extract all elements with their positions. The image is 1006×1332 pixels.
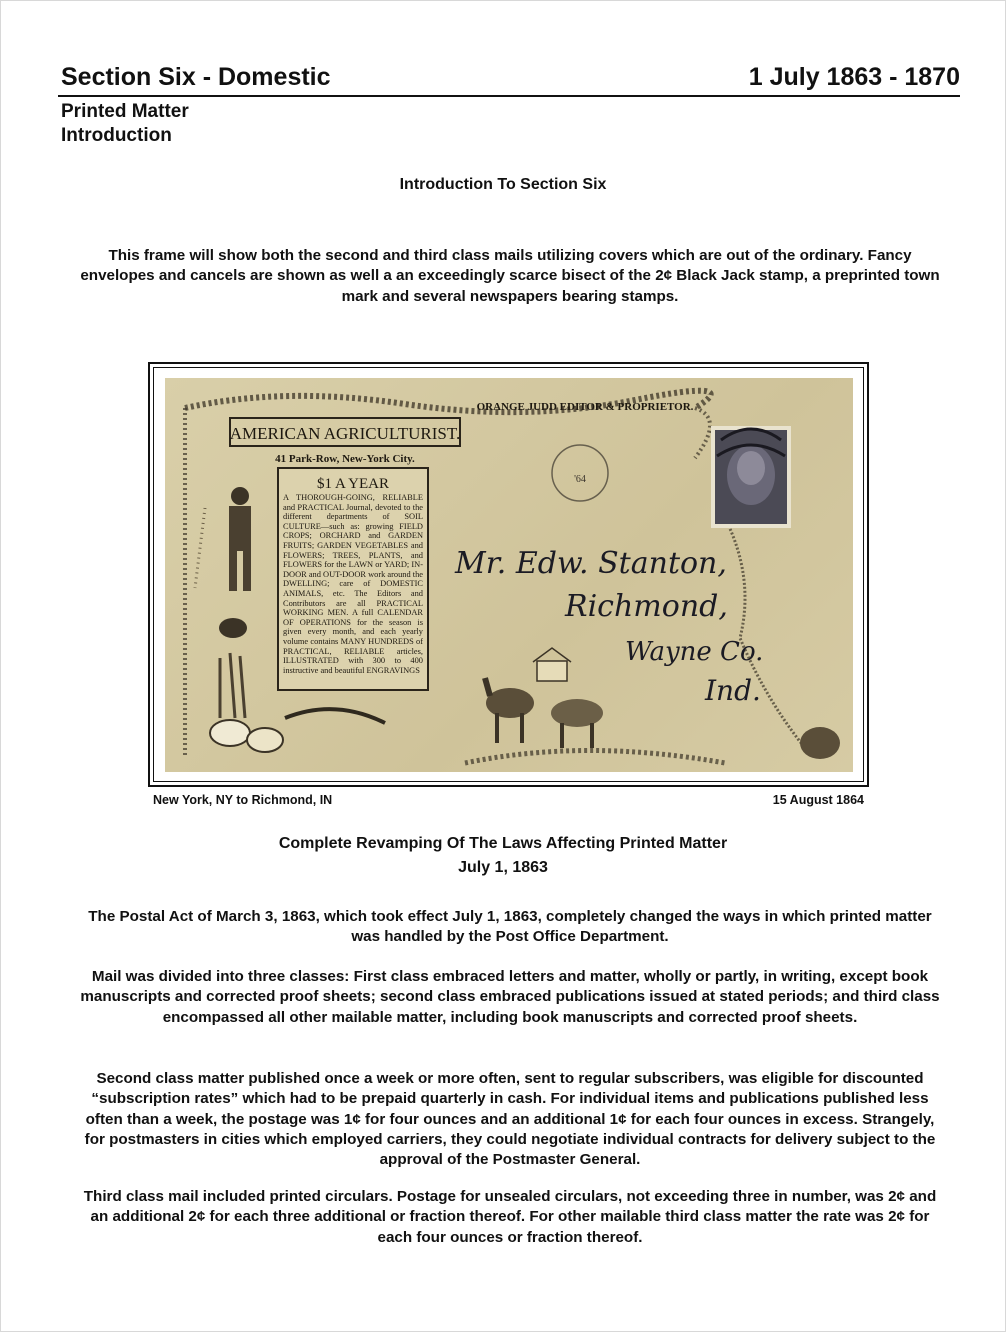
addressee-state: Ind. xyxy=(705,674,761,707)
cover-address-line: 41 Park-Row, New-York City. xyxy=(275,453,415,465)
laws-heading: Complete Revamping Of The Laws Affecting Printed Matter xyxy=(278,835,728,852)
header-rule xyxy=(58,95,960,97)
laws-heading-date: July 1, 1863 xyxy=(458,859,548,876)
subtitle-printed-matter: Printed Matter xyxy=(61,101,189,122)
laws-paragraph-2: Mail was divided into three classes: First class embraced letters and matter, wholly or partly, in writing, except book manuscripts and corrected proof sheets; second class embraced publications issued at stated periods; and third class encompassed all other mailable matter, including book manuscripts and corrected proof sheets. xyxy=(80,968,940,1026)
postmark-year: '64 xyxy=(574,474,586,485)
date-range: 1 July 1863 - 1870 xyxy=(748,63,960,91)
cover-publisher: ORANGE JUDD EDITOR & PROPRIETOR. xyxy=(476,401,694,413)
intro-paragraph: This frame will show both the second and third class mails utilizing covers which are out of the ordinary. Fancy envelopes and cancels are shown as well a an exceedingly scarce bisect of the 2¢ Black Jack stamp, a preprinted town mark and several newspapers bearing stamps. xyxy=(80,247,940,305)
cover-price: $1 A YEAR xyxy=(317,476,389,492)
laws-paragraph-3: Second class matter published once a week or more often, sent to regular subscribers, was eligible for discounted “subscription rates” which had to be prepaid quarterly in cash. For individual items and publications published less often than a week, the postage was 1¢ for four ounces and an additional 1¢ for each four ounces in excess. Strangely, for postmasters in cities which employed carriers, they could negotiate individual contracts for delivery subject to the approval of the Postmaster General. xyxy=(84,1070,936,1169)
subtitle-introduction: Introduction xyxy=(61,125,172,146)
cover-ad-text: A THOROUGH-GOING, RELIABLE and PRACTICAL Journal, devoted to the different departments of SOIL CULTURE—such as: growing FIELD CROPS; ORCHARD and GARDEN FRUITS; GARDEN VEGETABLES and FLOWERS; TREES, PLANTS, and FLOWERS for the LAWN or YARD; IN-DOOR and OUT-DOOR work around the DWELLING; care of DOMESTIC ANIMALS, etc. The Editors and Contributors are all PRACTICAL WORKING MEN. A full CALENDAR OF OPERATIONS for the season is given every month, and each yearly volume contains MANY HUNDREDS of PRACTICAL, RELIABLE articles, ILLUSTRATED with 300 to 400 instructive and beautiful ENGRAVINGS xyxy=(283,493,423,675)
section-title: Section Six - Domestic xyxy=(61,63,331,91)
laws-paragraph-4: Third class mail included printed circulars. Postage for unsealed circulars, not exceeding three in number, was 2¢ and an additional 2¢ for each three additional or fraction thereof. For other mailable third class matter the rate was 2¢ for each four ounces or fraction thereof. xyxy=(83,1188,937,1246)
intro-heading: Introduction To Section Six xyxy=(399,176,607,193)
cover-banner: AMERICAN AGRICULTURIST. xyxy=(229,424,461,443)
cover-caption-route: New York, NY to Richmond, IN xyxy=(153,793,333,807)
addressee-city: Richmond, xyxy=(565,589,728,624)
envelope-illustration xyxy=(165,378,853,772)
envelope-cover-image xyxy=(165,378,853,772)
addressee-county: Wayne Co. xyxy=(625,637,764,667)
addressee-name: Mr. Edw. Stanton, xyxy=(455,546,727,581)
cover-caption-date: 15 August 1864 xyxy=(772,793,864,807)
laws-paragraph-1: The Postal Act of March 3, 1863, which took effect July 1, 1863, completely changed the ways in which printed matter was handled by the Post Office Department. xyxy=(88,908,932,946)
